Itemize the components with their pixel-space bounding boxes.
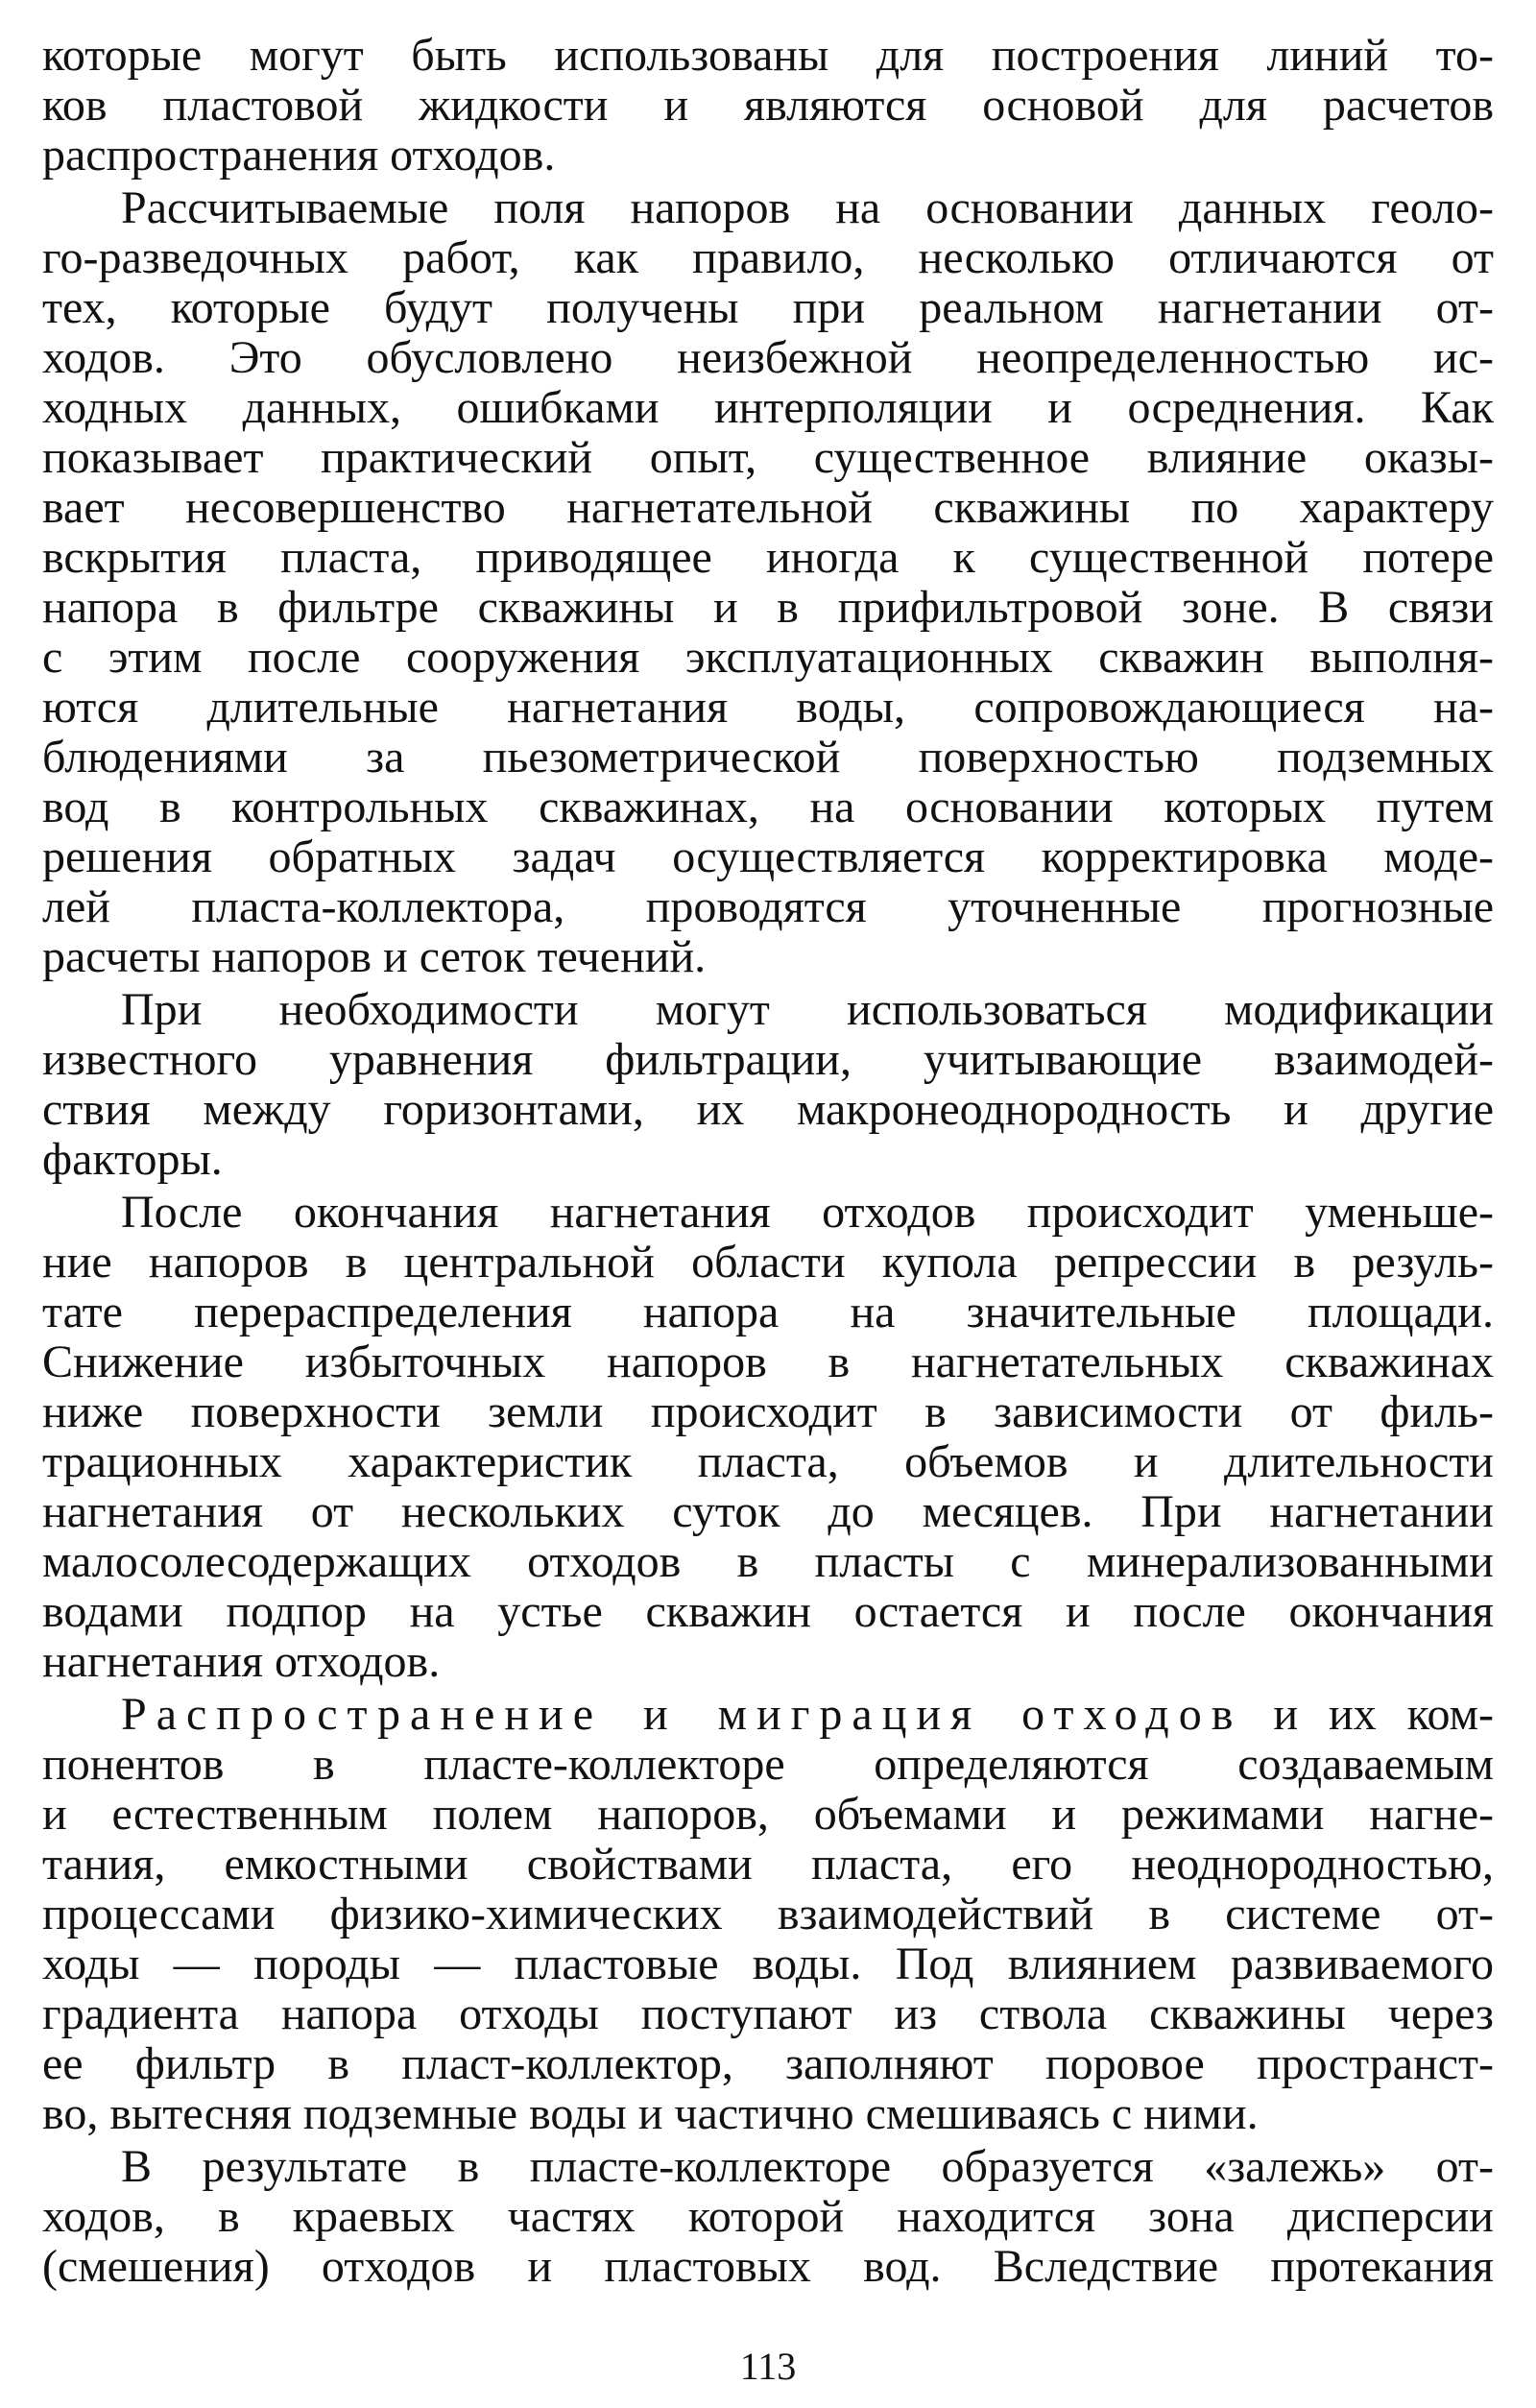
text-line: во, вытесняя подземные воды и частично смешиваясь с ними. bbox=[42, 2088, 1259, 2139]
text-line: нагнетания отходов. bbox=[42, 1636, 441, 1687]
text-line: вскрытия пласта, приводящее иногда к существенной потере bbox=[42, 532, 1494, 583]
text-line: и естественным полем напоров, объемами и режимами нагне- bbox=[42, 1789, 1494, 1840]
text-line: с этим после сооружения эксплуатационных скважин выполня- bbox=[42, 632, 1494, 683]
text-line: градиента напора отходы поступают из ствола скважины через bbox=[42, 1988, 1494, 2039]
text-line: факторы. bbox=[42, 1134, 223, 1185]
text-line: ее фильтр в пласт-коллектор, заполняют поровое пространст- bbox=[42, 2038, 1494, 2089]
text-line: Снижение избыточных напоров в нагнетательных скважинах bbox=[42, 1336, 1494, 1387]
text-line: ствия между горизонтами, их макронеоднородность и другие bbox=[42, 1084, 1494, 1135]
text-line: го-разведочных работ, как правило, несколько отличаются от bbox=[42, 232, 1494, 283]
text-line: ходных данных, ошибками интерполяции и осреднения. Как bbox=[42, 382, 1494, 433]
text-line: понентов в пласте-коллекторе определяются создаваемым bbox=[42, 1739, 1494, 1790]
text-line: напора в фильтре скважины и в прифильтровой зоне. В связи bbox=[42, 582, 1494, 633]
text-line: вод в контрольных скважинах, на основании которых путем bbox=[42, 782, 1494, 832]
text-line: малосолесодержащих отходов в пласты с минерализованными bbox=[42, 1536, 1494, 1587]
text-line: трационных характеристик пласта, объемов и длительности bbox=[42, 1436, 1494, 1487]
text-line: которые могут быть использованы для построения линий то- bbox=[42, 30, 1494, 81]
document-page bbox=[42, 27, 1494, 2389]
text-line: ходы — породы — пластовые воды. Под влиянием развиваемого bbox=[42, 1938, 1494, 1989]
text-line: процессами физико-химических взаимодействий в системе от- bbox=[42, 1889, 1494, 1939]
paragraph-start-line bbox=[121, 1686, 1494, 1744]
text-line: ходов, в краевых частях которой находится зона дисперсии bbox=[42, 2191, 1494, 2242]
text-line: блюдениями за пьезометрической поверхностью подземных bbox=[42, 732, 1494, 783]
page-number: 113 bbox=[739, 2345, 797, 2388]
text-line: нагнетания от нескольких суток до месяцев. При нагнетании bbox=[42, 1486, 1494, 1537]
text-line: (смешения) отходов и пластовых вод. Вследствие протекания bbox=[42, 2241, 1494, 2292]
text-line: тех, которые будут получены при реальном нагнетании от- bbox=[42, 282, 1494, 333]
text-line: ние напоров в центральной области купола репрессии в резуль- bbox=[42, 1237, 1494, 1288]
text-line: вает несовершенство нагнетательной скважины по характеру bbox=[42, 482, 1494, 533]
text-line: водами подпор на устье скважин остается и после окончания bbox=[42, 1586, 1494, 1637]
text-line: распространения отходов. bbox=[42, 130, 556, 181]
paragraph-start-line: Рассчитываемые поля напоров на основании данных геоло- bbox=[121, 182, 1494, 233]
text-line: расчеты напоров и сеток течений. bbox=[42, 931, 707, 982]
text-line: лей пласта-коллектора, проводятся уточненные прогнозные bbox=[42, 881, 1494, 932]
paragraph-start-line: В результате в пласте-коллекторе образуется «залежь» от- bbox=[121, 2141, 1494, 2192]
text-line: известного уравнения фильтрации, учитывающие взаимодей- bbox=[42, 1034, 1494, 1085]
text-line: тания, емкостными свойствами пласта, его неоднородностью, bbox=[42, 1839, 1494, 1890]
text-line: показывает практический опыт, существенное влияние оказы- bbox=[42, 432, 1494, 483]
text-line: ходов. Это обусловлено неизбежной неопределенностью ис- bbox=[42, 332, 1494, 383]
text-line: ков пластовой жидкости и являются основой для расчетов bbox=[42, 80, 1494, 131]
paragraph-start-line: После окончания нагнетания отходов происходит уменьше- bbox=[121, 1187, 1494, 1238]
text-line: ниже поверхности земли происходит в зависимости от филь- bbox=[42, 1386, 1494, 1437]
text-line: ются длительные нагнетания воды, сопровождающиеся на- bbox=[42, 682, 1494, 733]
paragraph-start-line: При необходимости могут использоваться модификации bbox=[121, 984, 1494, 1035]
text-span: и их ком- bbox=[1242, 1689, 1494, 1740]
spaced-heading-phrase: Распространение и миграция отходов bbox=[121, 1689, 1243, 1740]
text-line: решения обратных задач осуществляется корректировка моде- bbox=[42, 831, 1494, 882]
text-line: тате перераспределения напора на значительные площади. bbox=[42, 1287, 1494, 1337]
